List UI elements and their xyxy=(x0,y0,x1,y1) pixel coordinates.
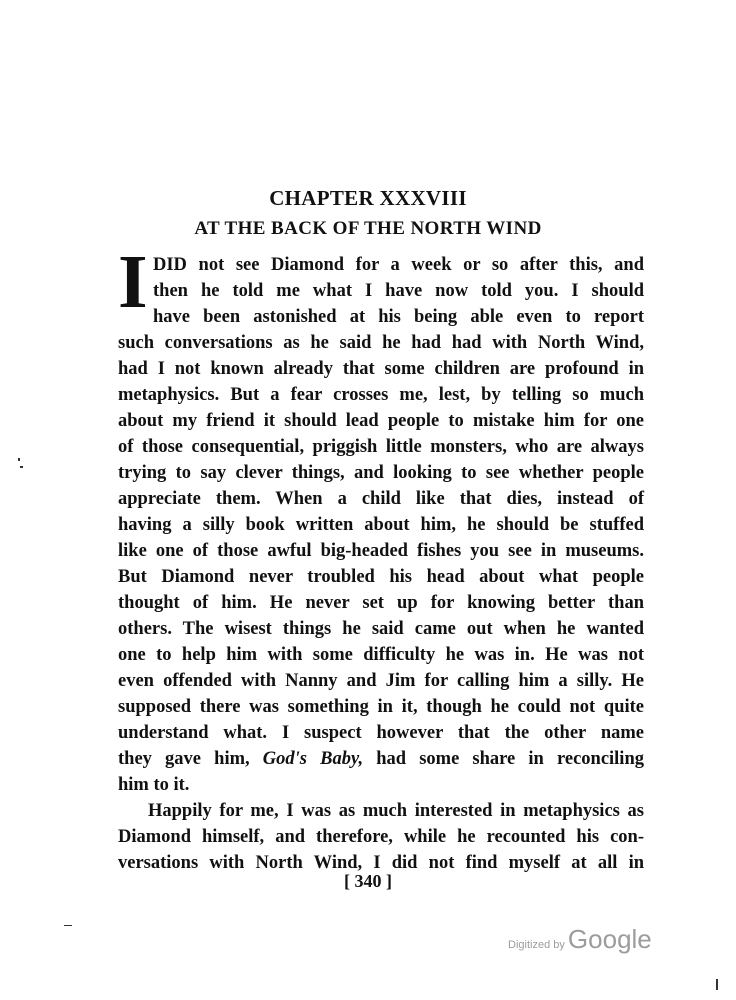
text-line: like one of those awful big-headed fishes you see in museums. xyxy=(118,541,644,561)
digitized-watermark xyxy=(508,924,652,955)
text-line: supposed there was something in it, though he could not quite xyxy=(118,697,644,717)
text-line: about my friend it should lead people to mistake him for one xyxy=(118,411,644,431)
text-line: one to help him with some difficulty he was in. He was not xyxy=(118,645,644,665)
text-line: thought of him. He never set up for knowing better than xyxy=(118,593,644,613)
text-line: even offended with Nanny and Jim for calling him a silly. He xyxy=(118,671,644,691)
text-line: understand what. I suspect however that the other name xyxy=(118,723,644,743)
text-line: of those consequential, priggish little monsters, who are always xyxy=(118,437,644,457)
scan-speck xyxy=(18,458,20,461)
page-number: [ 340 ] xyxy=(344,871,392,891)
text-line: versations with North Wind, I did not find myself at all in xyxy=(118,853,644,873)
text-segment: had some share in reconciling xyxy=(363,749,644,769)
scan-speck xyxy=(716,979,718,990)
chapter-title: AT THE BACK OF THE NORTH WIND xyxy=(194,218,542,239)
scan-speck xyxy=(20,466,23,468)
text-line: appreciate them. When a child like that dies, instead of xyxy=(118,489,644,509)
italic-phrase: God's Baby, xyxy=(262,749,364,769)
text-line xyxy=(118,746,644,772)
text-line: others. The wisest things he said came out when he wanted xyxy=(118,619,644,639)
watermark-brand: Google xyxy=(567,924,652,954)
text-line: Diamond himself, and therefore, while he recounted his con- xyxy=(118,827,644,847)
text-line: such conversations as he said he had had with North Wind, xyxy=(118,333,644,353)
scan-speck xyxy=(64,925,72,926)
text-line: him to it. xyxy=(118,775,190,795)
text-segment: they gave him, xyxy=(118,749,263,769)
text-line: But Diamond never troubled his head about what people xyxy=(118,567,644,587)
text-line: had I not known already that some children are profound in xyxy=(118,359,644,379)
text-line: have been astonished at his being able even to report xyxy=(153,307,644,327)
chapter-number: CHAPTER XXXVIII xyxy=(269,186,467,210)
text-line: metaphysics. But a fear crosses me, lest, by telling so much xyxy=(118,385,644,405)
text-line: Happily for me, I was as much interested in metaphysics as xyxy=(148,801,644,821)
text-line: then he told me what I have now told you. I should xyxy=(153,281,644,301)
text-line: having a silly book written about him, he should be stuffed xyxy=(118,515,644,535)
drop-cap: I xyxy=(118,240,148,324)
text-line: DID not see Diamond for a week or so after this, and xyxy=(153,255,644,275)
body-text xyxy=(118,252,644,876)
text-line: trying to say clever things, and looking to see whether people xyxy=(118,463,644,483)
watermark-prefix: Digitized by xyxy=(508,939,568,951)
